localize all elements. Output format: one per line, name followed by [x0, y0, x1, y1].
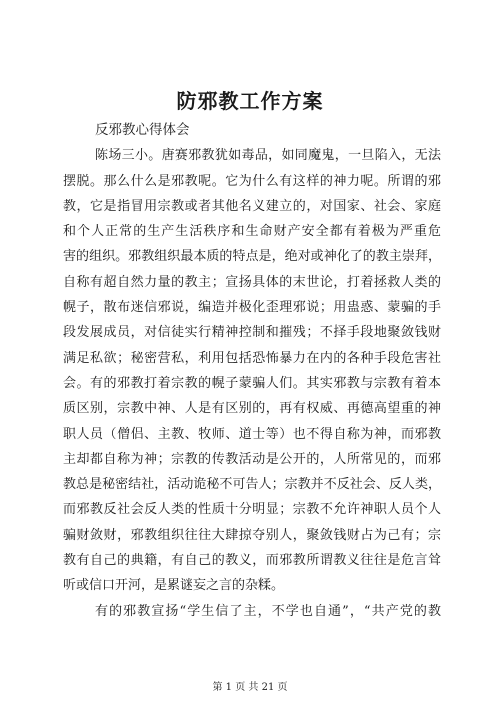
page-number-footer: 第 1 页 共 21 页 — [212, 682, 288, 693]
body-text-line: 和个人正常的生产生活秩序和生命财产安全都有着极为严重危 — [63, 224, 441, 240]
body-text-line: 有的邪教宣扬“学生信了主，不学也自通”，“共产党的教 — [95, 603, 441, 619]
body-text-line: 教有自己的典籍，有自己的教义，而邪教所谓教义往往是危言耸 — [63, 553, 441, 569]
body-text-line: 摆脱。那么什么是邪教呢。它为什么有这样的神力呢。所谓的邪 — [63, 173, 441, 189]
body-text-line: 而邪教反社会反人类的性质十分明显；宗教不允许神职人员个人 — [63, 502, 441, 518]
body-text-line: 满足私欲；秘密营私，利用包括恐怖暴力在内的各种手段危害社 — [63, 350, 441, 366]
body-text-line: 听或信口开河，是累谜妄之言的杂糅。 — [63, 578, 285, 594]
body-text-line: 主却都自称为神；宗教的传教活动是公开的，人所常见的，而邪 — [63, 451, 441, 467]
paragraph — [63, 599, 441, 624]
body-text-line: 自称有超自然力量的教主；宣扬具体的末世论，打着拯救人类的 — [63, 274, 441, 290]
paragraph — [63, 143, 441, 598]
document-body — [63, 118, 441, 624]
body-text-line: 段发展成员，对信徒实行精神控制和摧残；不择手段地聚敛钱财 — [63, 325, 441, 341]
body-text-line: 陈场三小。唐赛邪教犹如毒品，如同魔鬼，一旦陷入，无法 — [95, 148, 441, 164]
body-text-line: 职人员（僧侣、主教、牧师、道士等）也不得自称为神，而邪教 — [63, 426, 441, 442]
body-text-line: 教，它是指冒用宗教或者其他名义建立的，对国家、社会、家庭 — [63, 198, 441, 214]
body-text-line: 骗财敛财，邪教组织往往大肆掠夺别人，聚敛钱财占为己有；宗 — [63, 527, 441, 543]
body-text-line: 害的组织。邪教组织最本质的特点是，绝对或神化了的教主崇拜， — [63, 249, 441, 265]
body-text-line: 会。有的邪教打着宗教的幌子蒙骗人们。其实邪教与宗教有着本 — [63, 375, 441, 391]
document-subtitle: 反邪教心得体会 — [95, 122, 190, 138]
body-text-line: 教总是秘密结社，活动诡秘不可告人；宗教并不反社会、反人类， — [63, 477, 441, 493]
body-text-line: 质区别，宗教中神、人是有区别的，再有权威、再德高望重的神 — [63, 401, 441, 417]
body-text-line: 幌子，散布迷信邪说，编造并极化歪理邪说；用蛊惑、蒙骗的手 — [63, 300, 441, 316]
document-title: 防邪教工作方案 — [176, 89, 324, 113]
